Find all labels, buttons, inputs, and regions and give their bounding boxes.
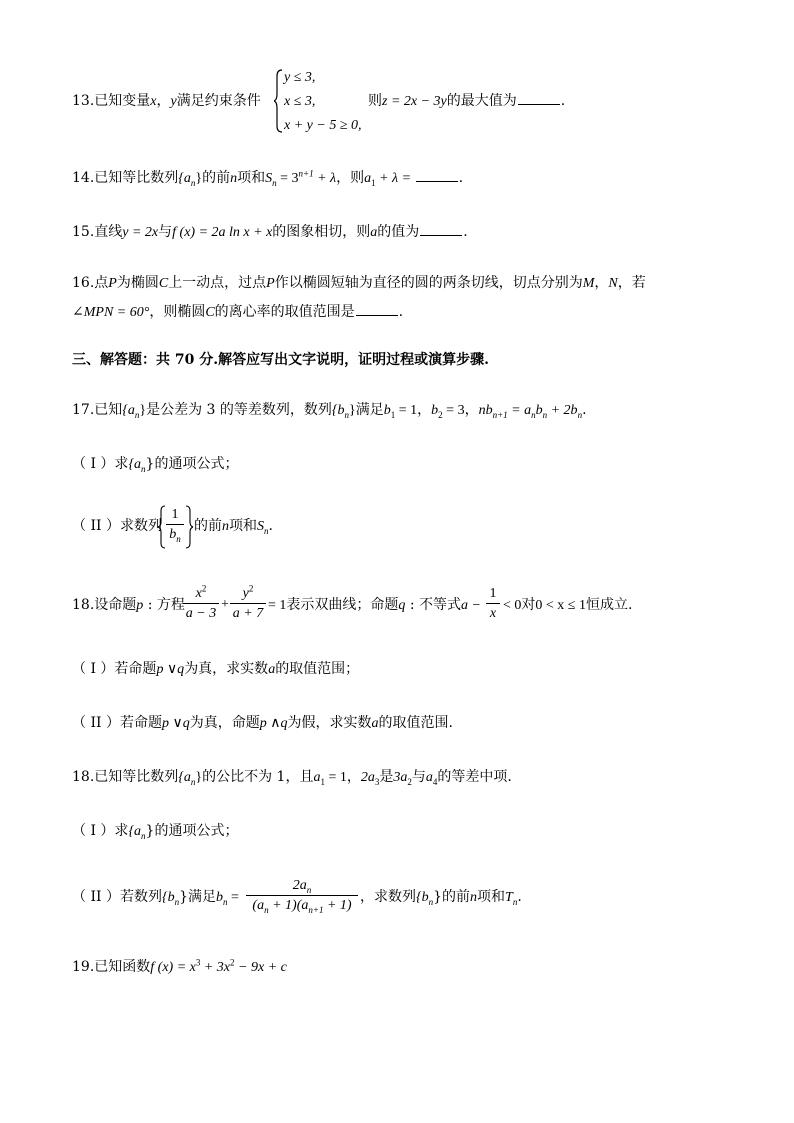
- q18a-prefix: 18.设命题: [72, 597, 137, 613]
- q18a-plus: +: [221, 597, 229, 612]
- q18a-colon: : 方程: [143, 597, 185, 613]
- q18b-part2-c: ，求数列: [360, 889, 416, 905]
- q15-and: 与: [158, 224, 173, 240]
- q16-text-f: ，则椭圆: [149, 304, 206, 320]
- q18a-f2-sup: 2: [248, 583, 254, 594]
- q18a-part2-c: 为假，求实数: [287, 715, 372, 731]
- q18b-part2-seq2: {b: [416, 890, 429, 905]
- q14-plus: + λ: [313, 171, 337, 186]
- q18a-frac-2: [230, 584, 266, 624]
- q18a-f1-sup: 2: [201, 583, 207, 594]
- q18b-part2-t: T: [505, 890, 513, 905]
- q17-part-1: [72, 454, 238, 475]
- q18a-part2-b: 为真，命题: [189, 715, 260, 731]
- q17-rel-a-sub: n+1: [492, 409, 508, 420]
- q18b-prefix: 18.已知等比数列: [72, 769, 179, 785]
- q16-m: M: [582, 276, 595, 291]
- q17-rel-d: + 2b: [547, 403, 578, 418]
- q18b-part-1: [72, 821, 238, 842]
- q14-n: n: [230, 171, 238, 186]
- q13-tail: 的最大值为: [446, 93, 517, 109]
- q18b-part2-b: }满足: [179, 889, 216, 905]
- q16-n: N: [608, 276, 618, 291]
- q14-mid: 的前: [202, 170, 231, 186]
- q16-text-g: 的离心率的取值范围是: [214, 304, 355, 320]
- q17-part1-sub: n: [141, 463, 146, 474]
- q17-brace-right: [185, 505, 193, 549]
- q18a-mid2: : 不等式: [405, 597, 462, 613]
- q16-text-c: 上一动点，过点: [168, 275, 267, 291]
- q18b-part-2-tail: [360, 887, 522, 908]
- q18b-a1-sub: 1: [320, 776, 325, 787]
- question-14: [72, 168, 463, 189]
- q18a-part1-a: （ I ）若命题: [72, 661, 157, 677]
- q14-eq: = 3: [276, 171, 299, 186]
- q18a-frac-3-num: 1: [486, 584, 500, 604]
- q14-seq-sub: n: [190, 177, 196, 188]
- q14-seq: {a: [178, 171, 191, 186]
- q19-func-b: + 3x: [200, 960, 231, 975]
- q19-func-a: f (x) = x: [150, 960, 196, 975]
- q18b-is: 是: [379, 769, 394, 785]
- q16-text-a: 16.点: [72, 275, 109, 291]
- q18b-seq-sub: n: [190, 776, 196, 787]
- q17-b1-sub: 1: [390, 409, 396, 420]
- q18a-frac-1: [183, 584, 219, 624]
- question-15: [72, 222, 468, 243]
- q18b-part1-b: }的通项公式；: [145, 823, 239, 839]
- q17-part2-end: .: [268, 518, 273, 534]
- q18b-part2-end: .: [517, 889, 522, 905]
- q18b-a1-val: = 1: [324, 770, 347, 785]
- q14-a-sub: 1: [371, 177, 376, 188]
- q17-part1-b: }的通项公式；: [145, 456, 239, 472]
- q16-text-b: 为椭圆: [116, 275, 159, 291]
- q17-b1: b: [383, 403, 391, 418]
- q17-close-b: }: [349, 403, 356, 418]
- q18a-part1-b: 为真，求实数: [184, 661, 269, 677]
- q17-comma-2: ，: [464, 402, 479, 418]
- q18b-part2-n: n: [470, 890, 478, 905]
- q16-text-d: 作以椭圆短轴为直径的圆的两条切线，切点分别为: [274, 275, 583, 291]
- q18a-frac-2-den: a + 7: [232, 606, 264, 621]
- q13-constraint-3: x + y − 5 ≥ 0,: [284, 118, 362, 133]
- q18a-q: q: [398, 598, 406, 613]
- q13-answer-blank[interactable]: [518, 92, 560, 105]
- q18a-part1-a2: a: [268, 662, 276, 677]
- question-16-line-2: [72, 302, 403, 323]
- q17-seq-b-sub: n: [344, 409, 350, 420]
- q16-c: C: [158, 276, 169, 291]
- q15-prefix: 15.直线: [72, 224, 123, 240]
- q18b-part2-seq: {b: [161, 890, 175, 905]
- q14-then: ，则: [336, 170, 365, 186]
- q18b-frac-den-sub1: n: [264, 904, 269, 915]
- q18a-frac-1-den: a − 3: [185, 606, 217, 621]
- q17-rel-c-sub: n: [542, 409, 548, 420]
- q18b-part2-sub2: n: [428, 896, 434, 907]
- q17-part1-seq: {a: [128, 457, 142, 472]
- q19-func-c: − 9x + c: [234, 960, 287, 975]
- q17-frac-num: 1: [166, 506, 184, 525]
- q16-angle: ∠MPN = 60°: [72, 305, 150, 320]
- q18a-f1-x: x: [195, 586, 202, 601]
- q14-s-sub: n: [272, 177, 277, 188]
- question-16-line-1: [72, 273, 646, 294]
- q17-frac-den-sub: n: [176, 533, 181, 544]
- q18a-mid: 表示双曲线；命题: [286, 597, 399, 613]
- q17-part-2-tail: [194, 516, 273, 537]
- q14-end: .: [458, 170, 464, 186]
- q17-frac-den: [166, 525, 184, 545]
- question-17: [72, 400, 587, 421]
- q18b-fraction: [246, 876, 358, 916]
- q13-var-y: y: [170, 94, 177, 109]
- q18b-part2-eq: =: [227, 890, 239, 905]
- q17-rel-b: = a: [507, 403, 532, 418]
- q18a-part2-d: 的取值范围.: [378, 715, 453, 731]
- q17-b2: b: [431, 403, 439, 418]
- q13-expr: z = 2x − 3y: [382, 94, 447, 109]
- q17-comma-1: ，: [417, 402, 432, 418]
- q16-p2: P: [266, 276, 275, 291]
- q17-frac-den-b: b: [169, 527, 177, 542]
- q16-p: P: [108, 276, 117, 291]
- q14-a: a: [364, 171, 372, 186]
- q19-sup1: 3: [195, 957, 201, 968]
- section-3-heading: 三、解答题：共 70 分.解答应写出文字说明，证明过程或演算步骤.: [72, 352, 489, 368]
- q17-part1-a: （ I ）求: [72, 456, 129, 472]
- q17-prefix: 17.已知: [72, 402, 123, 418]
- q18b-part2-e: 项和: [477, 889, 506, 905]
- q18a-frac-2-num: [230, 584, 266, 604]
- q18b-frac-den: [246, 896, 358, 916]
- q16-answer-blank[interactable]: [356, 303, 398, 316]
- q17-close-a: }: [139, 403, 147, 418]
- q16-c2: C: [205, 305, 215, 320]
- q17-brace-left: [158, 505, 166, 549]
- q18b-tail: 的等差中项.: [437, 769, 512, 785]
- q18b-frac-den-mid: + 1)(a: [268, 898, 309, 913]
- q18b-frac-den-sub2: n+1: [308, 904, 324, 915]
- q19-sup2: 2: [230, 957, 235, 968]
- q18b-comma: ，: [346, 769, 361, 785]
- q14-seq-close: }: [195, 171, 203, 186]
- q13-mid: 满足约束条件: [176, 93, 261, 109]
- q18a-a: a −: [461, 598, 481, 613]
- q17-end: .: [582, 402, 587, 418]
- q18a-part-2: [72, 713, 453, 734]
- q18b-seq: {a: [178, 770, 191, 785]
- q15-end: .: [463, 224, 468, 240]
- q18b-close: }: [195, 770, 203, 785]
- q18b-t1: 2a: [360, 770, 375, 785]
- q18a-part2-a: （ II ）若命题: [72, 715, 162, 731]
- q15-func: f (x) = 2a ln x + x: [172, 225, 273, 240]
- q18a-frac-1-num: [183, 584, 219, 604]
- q17-rel-b-sub: n: [531, 409, 536, 420]
- q17-mid2: 满足: [355, 402, 384, 418]
- q17-b1-val: = 1: [395, 403, 418, 418]
- question-13: [72, 91, 261, 112]
- q17-b2-sub: 2: [438, 409, 443, 420]
- q14-mid2: 项和: [237, 170, 266, 186]
- q18a-part2-expr2: p ∧q: [259, 716, 288, 731]
- q18a-range: 0 < x ≤ 1: [535, 598, 586, 613]
- q18a-tail-a: 对: [521, 597, 536, 613]
- q15-line: y = 2x: [122, 225, 159, 240]
- q17-part2-c: 项和: [229, 518, 257, 534]
- q13-constraint-brace: [274, 68, 284, 134]
- q17-seq-b: {b: [331, 403, 345, 418]
- q18b-part2-a: （ II ）若数列: [72, 889, 162, 905]
- q17-mid: 是公差为 3 的等差数列，数列: [146, 402, 332, 418]
- q17-rel-d-sub: n: [577, 409, 583, 420]
- q13-end: .: [560, 93, 566, 109]
- question-18b: [72, 767, 512, 788]
- q13-prefix: 13.已知变量: [72, 93, 151, 109]
- q15-mid: 的图象相切，则: [272, 224, 371, 240]
- q18a-part-1: [72, 659, 359, 680]
- q13-var-x: x: [150, 94, 157, 109]
- q18a-part2-expr1: p ∨q: [161, 716, 190, 731]
- q18b-part2-t-sub: n: [512, 896, 518, 907]
- q18a-tail-b: 恒成立.: [586, 597, 633, 613]
- q17-fraction: [166, 506, 184, 545]
- q18b-part2-d: }的前: [433, 889, 471, 905]
- q18b-and: 与: [411, 769, 426, 785]
- q19-prefix: 19.已知函数: [72, 959, 151, 975]
- q18a-p: p: [136, 598, 144, 613]
- question-18a-start: [72, 595, 185, 616]
- q18b-frac-den-a: (a: [252, 898, 265, 913]
- q15-a: a: [370, 225, 378, 240]
- q18b-t3: a: [425, 770, 433, 785]
- question-19: [72, 957, 287, 978]
- q18a-f2-y: y: [242, 586, 249, 601]
- q18a-part1-expr: p ∨q: [156, 662, 185, 677]
- q18b-part-2-start: [72, 887, 239, 908]
- q18b-mid: 的公比不为 1，且: [202, 769, 314, 785]
- q13-constraint-1: y ≤ 3,: [284, 70, 316, 85]
- q13-objective: [368, 91, 565, 112]
- q18b-a1: a: [313, 770, 321, 785]
- q13-sep: ，: [156, 93, 171, 109]
- q18b-part2-bn: b: [216, 890, 223, 905]
- q18b-part1-sub: n: [141, 830, 146, 841]
- q18b-frac-num-sub: n: [306, 884, 312, 895]
- q18b-part2-sub: n: [174, 896, 180, 907]
- q18a-tail: [503, 595, 632, 616]
- q18b-part1-seq: {a: [128, 824, 142, 839]
- q17-part2-b: 的前: [194, 518, 222, 534]
- q17-part2-n: n: [222, 519, 229, 534]
- q18a-frac-3-den: x: [489, 606, 497, 621]
- q18b-part1-a: （ I ）求: [72, 823, 129, 839]
- q17-b2-val: = 3: [442, 403, 465, 418]
- q18a-ineq: < 0: [503, 598, 522, 613]
- q15-tail: 的值为: [377, 224, 420, 240]
- q18b-t3-sub: 4: [432, 776, 438, 787]
- q18a-part2-a2: a: [371, 716, 379, 731]
- q14-answer-blank[interactable]: [416, 169, 458, 182]
- q17-part-2: [72, 516, 162, 536]
- q14-s: S: [265, 171, 273, 186]
- q17-part2-a: （ II ）求数列: [72, 518, 162, 534]
- q15-answer-blank[interactable]: [420, 223, 462, 236]
- q18b-t2: 3a: [393, 770, 408, 785]
- q17-part2-s: S: [257, 519, 264, 534]
- q18a-eq: = 1: [268, 598, 287, 613]
- q18a-frac-3: [486, 584, 500, 624]
- q14-tail: + λ =: [375, 171, 415, 186]
- q16-comma: ，: [594, 275, 609, 291]
- q14-prefix: 14.已知等比数列: [72, 170, 179, 186]
- q17-seq-a: {a: [122, 403, 135, 418]
- q13-then: 则: [368, 93, 382, 109]
- q17-part2-s-sub: n: [264, 525, 269, 536]
- q18b-frac-num-text: 2a: [292, 878, 307, 893]
- q17-seq-a-sub: n: [134, 409, 140, 420]
- q18b-t1-sub: 3: [374, 776, 380, 787]
- q18a-mid-text: [268, 595, 481, 616]
- q17-rel-a: nb: [478, 403, 493, 418]
- q18a-part1-c: 的取值范围；: [275, 661, 360, 677]
- q13-constraint-2: x ≤ 3,: [284, 94, 316, 109]
- q16-end: .: [398, 304, 404, 320]
- q16-text-e: ，若: [617, 275, 646, 291]
- q18b-t2-sub: 2: [407, 776, 412, 787]
- q18b-frac-num: [246, 876, 358, 896]
- q18b-part2-bn-sub: n: [223, 896, 228, 907]
- q18b-frac-den-end: + 1): [323, 898, 352, 913]
- q17-rel-c: b: [535, 403, 543, 418]
- q14-exp: n+1: [298, 168, 314, 179]
